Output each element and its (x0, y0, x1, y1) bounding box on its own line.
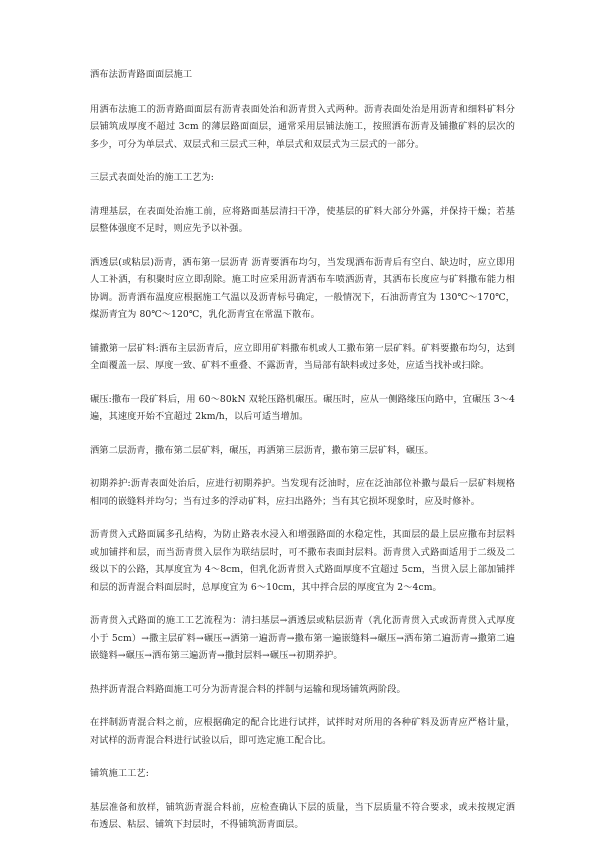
paragraph-hot-mix: 热拌沥青混合料路面施工可分为沥青混合料的拌制与运输和现场铺筑两阶段。 (90, 683, 406, 695)
paragraph-spray-asphalt: 洒透层(或粘层)沥青，洒布第一层沥青 沥青要洒布均匀，当发现洒布沥青后有空白、缺边时，应立即用人工补洒，有积聚时应立即刮除。施工时应采用沥青洒布车喷洒沥青，其洒布长度应与矿料撒布能力相协调。沥青洒布温度应根据施工气温以及沥青标号确定，一般情况下，石油沥青宜为 130℃～170℃，煤沥青宜为 80℃～120℃，乳化沥青宜在常温下散布。 (90, 256, 515, 320)
paragraph-process-flow: 沥青贯入式路面的施工工艺流程为：清扫基层→洒透层或粘层沥青（乳化沥青贯入式或沥青贯入式厚度小于 5cm）→撒主层矿料→碾压→洒第一遍沥青→撒布第一遍嵌缝料→碾压→洒布第二遍沥青→撒第二遍嵌缝料→碾压→洒布第三遍沥青→撒封层料→碾压→初期养护。 (90, 615, 515, 661)
paragraph-initial-maintenance: 初期养护:沥青表面处治后，应进行初期养护。当发现有泛油时，应在泛油部位补撒与最后一层矿料规格相同的嵌缝料并均匀；当有过多的浮动矿料，应扫出路外；当有其它损坏现象时，应及时修补。 (90, 478, 515, 507)
paragraph-intro: 用洒布法施工的沥青路面面层有沥青表面处治和沥青贯入式两种。沥青表面处治是用沥青和细料矿料分层铺筑成厚度不超过 3cm 的薄层路面面层，通常采用层铺法施工，按照洒布沥青及铺撒矿料的层次的多少，可分为单层式、双层式和三层式三种，单层式和双层式为三层式的一部分。 (90, 103, 515, 150)
paragraph-process-heading: 三层式表面处治的施工工艺为: (90, 172, 214, 183)
paragraph-clean-base: 清理基层，在表面处治施工前，应将路面基层清扫干净，使基层的矿料大部分外露，并保持干燥；若基层整体强度不足时，则应先予以补强。 (90, 205, 515, 234)
paragraph-trial-mix: 在拌制沥青混合料之前，应根据确定的配合比进行试拌，试拌时对所用的各种矿料及沥青应严格计量，对试样的沥青混合料进行试验以后，即可选定施工配合比。 (90, 717, 515, 746)
document-title: 洒布法沥青路面面层施工 (90, 69, 193, 80)
paragraph-rolling: 碾压:撒布一段矿料后，用 60～80kN 双轮压路机碾压。碾压时，应从一侧路缘压向路中，宜碾压 3～4 遍，其速度开始不宜超过 2km/h，以后可适当增加。 (90, 393, 515, 422)
paragraph-paving-heading: 铺筑施工工艺: (90, 768, 149, 779)
paragraph-second-layer: 洒第二层沥青，撒布第二层矿料，碾压，再洒第三层沥青，撒布第三层矿料，碾压。 (90, 444, 434, 456)
paragraph-base-preparation: 基层准备和放样，铺筑沥青混合料前，应检查确认下层的质量，当下层质量不符合要求，或未按规定洒布透层、粘层、铺筑下封层时，不得铺筑沥青面层。 (90, 801, 515, 830)
paragraph-penetration-macadam: 沥青贯入式路面属多孔结构，为防止路表水浸入和增强路面的水稳定性，其面层的最上层应撒布封层料或加铺拌和层，而当沥青贯入层作为联结层时，可不撒布表面封层料。沥青贯入式路面适用于二级及二级以下的公路，其厚度宜为 4～8cm，但乳化沥青贯入式路面厚度不宜超过 5cm，当贯入层上部加铺拌和层的沥青混合料面层时，总厚度宜为 6～10cm，其中拌合层的厚度宜为 2～4cm。 (90, 529, 515, 593)
paragraph-spread-aggregate: 铺撒第一层矿料:洒布主层沥青后，应立即用矿料撒布机或人工撒布第一层矿料。矿料要撒布均匀，达到全面覆盖一层、厚度一致、矿料不重叠、不露沥青，当局部有缺料或过多处，应适当找补或扫除。 (90, 342, 515, 371)
document-page (90, 66, 515, 850)
